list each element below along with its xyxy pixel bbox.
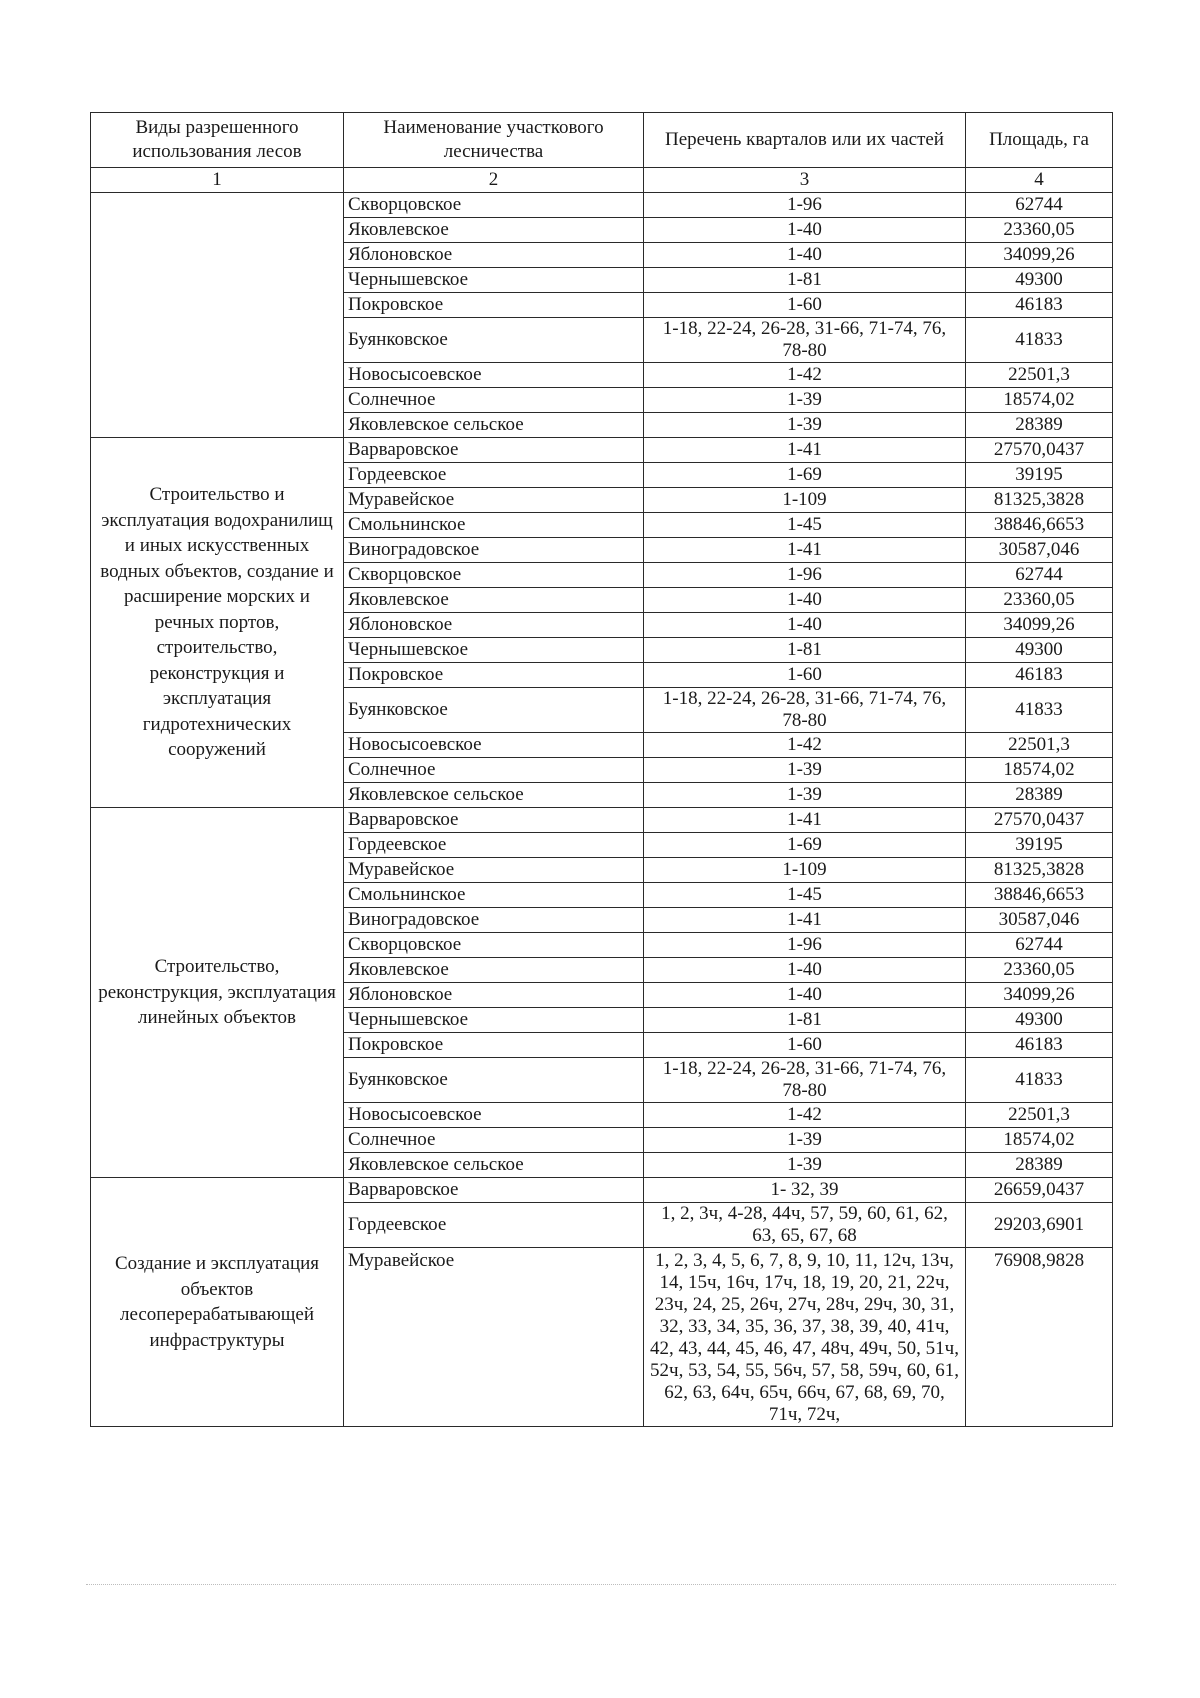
forestry-name-cell: Яблоновское: [344, 613, 644, 638]
forestry-name-cell: Солнечное: [344, 388, 644, 413]
area-cell: 18574,02: [966, 1128, 1113, 1153]
forestry-name-cell: Муравейское: [344, 488, 644, 513]
forestry-name-cell: Смольнинское: [344, 883, 644, 908]
quarters-cell: 1-81: [644, 268, 966, 293]
forestry-name-cell: Яковлевское сельское: [344, 783, 644, 808]
forestry-name-cell: Буянковское: [344, 1058, 644, 1103]
quarters-cell: 1-39: [644, 388, 966, 413]
forestry-name-cell: Новосысоевское: [344, 733, 644, 758]
header-use-type: Виды разрешенного использования лесов: [91, 113, 344, 168]
forestry-name-cell: Яковлевское: [344, 958, 644, 983]
area-cell: 49300: [966, 638, 1113, 663]
forestry-name-cell: Варваровское: [344, 438, 644, 463]
area-cell: 18574,02: [966, 758, 1113, 783]
forestry-name-cell: Новосысоевское: [344, 363, 644, 388]
area-cell: 34099,26: [966, 613, 1113, 638]
area-cell: 62744: [966, 193, 1113, 218]
use-type-cell: Создание и эксплуатация объектов лесоперерабатывающей инфраструктуры: [91, 1178, 344, 1427]
area-cell: 22501,3: [966, 1103, 1113, 1128]
area-cell: 49300: [966, 268, 1113, 293]
forestry-name-cell: Варваровское: [344, 808, 644, 833]
forestry-name-cell: Виноградовское: [344, 908, 644, 933]
area-cell: 28389: [966, 1153, 1113, 1178]
quarters-cell: 1-41: [644, 908, 966, 933]
forestry-name-cell: Яковлевское: [344, 588, 644, 613]
quarters-cell: 1-60: [644, 1033, 966, 1058]
quarters-cell: 1-40: [644, 243, 966, 268]
forestry-name-cell: Покровское: [344, 293, 644, 318]
use-type-cell: Строительство и эксплуатация водохранилищ и иных искусственных водных объектов, создание и расширение морских и речных портов, строительство, реконструкция и эксплуатация гидротехнических сооружений: [91, 438, 344, 808]
forestry-name-cell: Яковлевское сельское: [344, 413, 644, 438]
forest-use-table: [90, 112, 1113, 1427]
area-cell: 34099,26: [966, 983, 1113, 1008]
quarters-cell: 1-45: [644, 513, 966, 538]
area-cell: 81325,3828: [966, 858, 1113, 883]
quarters-cell: 1-42: [644, 363, 966, 388]
area-cell: 23360,05: [966, 958, 1113, 983]
area-cell: 41833: [966, 688, 1113, 733]
quarters-cell: 1-39: [644, 783, 966, 808]
area-cell: 18574,02: [966, 388, 1113, 413]
quarters-cell: 1-41: [644, 438, 966, 463]
quarters-cell: 1-41: [644, 808, 966, 833]
table-row: [91, 1178, 1113, 1203]
forestry-name-cell: Покровское: [344, 1033, 644, 1058]
area-cell: 76908,9828: [966, 1248, 1113, 1427]
area-cell: 27570,0437: [966, 438, 1113, 463]
quarters-cell: 1-96: [644, 193, 966, 218]
forestry-name-cell: Скворцовское: [344, 933, 644, 958]
header-forestry-name: Наименование участкового лесничества: [344, 113, 644, 168]
forestry-name-cell: Варваровское: [344, 1178, 644, 1203]
quarters-cell: 1- 32, 39: [644, 1178, 966, 1203]
quarters-cell: 1-42: [644, 733, 966, 758]
header-row: [91, 113, 1113, 168]
quarters-cell: 1-40: [644, 218, 966, 243]
forestry-name-cell: Муравейское: [344, 858, 644, 883]
quarters-cell: 1-39: [644, 758, 966, 783]
area-cell: 46183: [966, 293, 1113, 318]
area-cell: 27570,0437: [966, 808, 1113, 833]
column-number: 1: [91, 168, 344, 193]
quarters-cell: 1-18, 22-24, 26-28, 31-66, 71-74, 76, 78-80: [644, 688, 966, 733]
quarters-cell: 1-45: [644, 883, 966, 908]
use-type-cell: [91, 193, 344, 438]
column-number: 4: [966, 168, 1113, 193]
quarters-cell: 1-60: [644, 293, 966, 318]
area-cell: 28389: [966, 413, 1113, 438]
area-cell: 38846,6653: [966, 513, 1113, 538]
area-cell: 28389: [966, 783, 1113, 808]
forestry-name-cell: Буянковское: [344, 318, 644, 363]
quarters-cell: 1-39: [644, 413, 966, 438]
quarters-cell: 1-109: [644, 858, 966, 883]
use-type-cell: Строительство, реконструкция, эксплуатация линейных объектов: [91, 808, 344, 1178]
forestry-name-cell: Яблоновское: [344, 243, 644, 268]
page-bottom-rule: [86, 1584, 1116, 1585]
area-cell: 41833: [966, 1058, 1113, 1103]
header-quarters: Перечень кварталов или их частей: [644, 113, 966, 168]
quarters-cell: 1-96: [644, 563, 966, 588]
area-cell: 49300: [966, 1008, 1113, 1033]
quarters-cell: 1-81: [644, 638, 966, 663]
quarters-cell: 1-69: [644, 833, 966, 858]
area-cell: 23360,05: [966, 218, 1113, 243]
area-cell: 22501,3: [966, 363, 1113, 388]
forestry-name-cell: Виноградовское: [344, 538, 644, 563]
forestry-name-cell: Яковлевское сельское: [344, 1153, 644, 1178]
forestry-name-cell: Новосысоевское: [344, 1103, 644, 1128]
forestry-name-cell: Скворцовское: [344, 193, 644, 218]
forestry-name-cell: Гордеевское: [344, 463, 644, 488]
quarters-cell: 1-40: [644, 983, 966, 1008]
quarters-cell: 1-42: [644, 1103, 966, 1128]
forestry-name-cell: Чернышевское: [344, 1008, 644, 1033]
quarters-cell: 1-18, 22-24, 26-28, 31-66, 71-74, 76, 78-80: [644, 1058, 966, 1103]
quarters-cell: 1-41: [644, 538, 966, 563]
quarters-cell: 1-96: [644, 933, 966, 958]
quarters-cell: 1-39: [644, 1153, 966, 1178]
quarters-cell: 1-109: [644, 488, 966, 513]
area-cell: 62744: [966, 563, 1113, 588]
quarters-cell: 1-81: [644, 1008, 966, 1033]
area-cell: 23360,05: [966, 588, 1113, 613]
column-number: 2: [344, 168, 644, 193]
quarters-cell: 1-40: [644, 588, 966, 613]
forestry-name-cell: Яковлевское: [344, 218, 644, 243]
area-cell: 22501,3: [966, 733, 1113, 758]
forestry-name-cell: Яблоновское: [344, 983, 644, 1008]
area-cell: 41833: [966, 318, 1113, 363]
forestry-name-cell: Чернышевское: [344, 638, 644, 663]
header-area: Площадь, га: [966, 113, 1113, 168]
column-number: 3: [644, 168, 966, 193]
table-row: [91, 193, 1113, 218]
area-cell: 30587,046: [966, 538, 1113, 563]
area-cell: 46183: [966, 663, 1113, 688]
forestry-name-cell: Солнечное: [344, 758, 644, 783]
quarters-cell: 1-60: [644, 663, 966, 688]
quarters-cell: 1, 2, 3ч, 4-28, 44ч, 57, 59, 60, 61, 62, 63, 65, 67, 68: [644, 1203, 966, 1248]
forestry-name-cell: Муравейское: [344, 1248, 644, 1427]
quarters-cell: 1-69: [644, 463, 966, 488]
area-cell: 30587,046: [966, 908, 1113, 933]
area-cell: 81325,3828: [966, 488, 1113, 513]
forestry-name-cell: Гордеевское: [344, 833, 644, 858]
area-cell: 29203,6901: [966, 1203, 1113, 1248]
forestry-name-cell: Смольнинское: [344, 513, 644, 538]
forestry-name-cell: Гордеевское: [344, 1203, 644, 1248]
forestry-name-cell: Покровское: [344, 663, 644, 688]
area-cell: 34099,26: [966, 243, 1113, 268]
area-cell: 38846,6653: [966, 883, 1113, 908]
area-cell: 62744: [966, 933, 1113, 958]
table-row: [91, 808, 1113, 833]
quarters-cell: 1-40: [644, 613, 966, 638]
area-cell: 39195: [966, 833, 1113, 858]
area-cell: 26659,0437: [966, 1178, 1113, 1203]
quarters-cell: 1, 2, 3, 4, 5, 6, 7, 8, 9, 10, 11, 12ч, 13ч, 14, 15ч, 16ч, 17ч, 18, 19, 20, 21, 22ч, 23ч, 24, 25, 26ч, 27ч, 28ч, 29ч, 30, 31, 32, 33, 34, 35, 36, 37, 38, 39, 40, 41ч, 42, 43, 44, 45, 46, 47, 48ч, 49ч, 50, 51ч, 52ч, 53, 54, 55, 56ч, 57, 58, 59ч, 60, 61, 62, 63, 64ч, 65ч, 66ч, 67, 68, 69, 70, 71ч, 72ч,: [644, 1248, 966, 1427]
table-body: [91, 193, 1113, 1427]
forestry-name-cell: Скворцовское: [344, 563, 644, 588]
area-cell: 39195: [966, 463, 1113, 488]
forestry-name-cell: Чернышевское: [344, 268, 644, 293]
area-cell: 46183: [966, 1033, 1113, 1058]
quarters-cell: 1-39: [644, 1128, 966, 1153]
table-row: [91, 438, 1113, 463]
forestry-name-cell: Солнечное: [344, 1128, 644, 1153]
forestry-name-cell: Буянковское: [344, 688, 644, 733]
quarters-cell: 1-40: [644, 958, 966, 983]
quarters-cell: 1-18, 22-24, 26-28, 31-66, 71-74, 76, 78-80: [644, 318, 966, 363]
column-number-row: [91, 168, 1113, 193]
